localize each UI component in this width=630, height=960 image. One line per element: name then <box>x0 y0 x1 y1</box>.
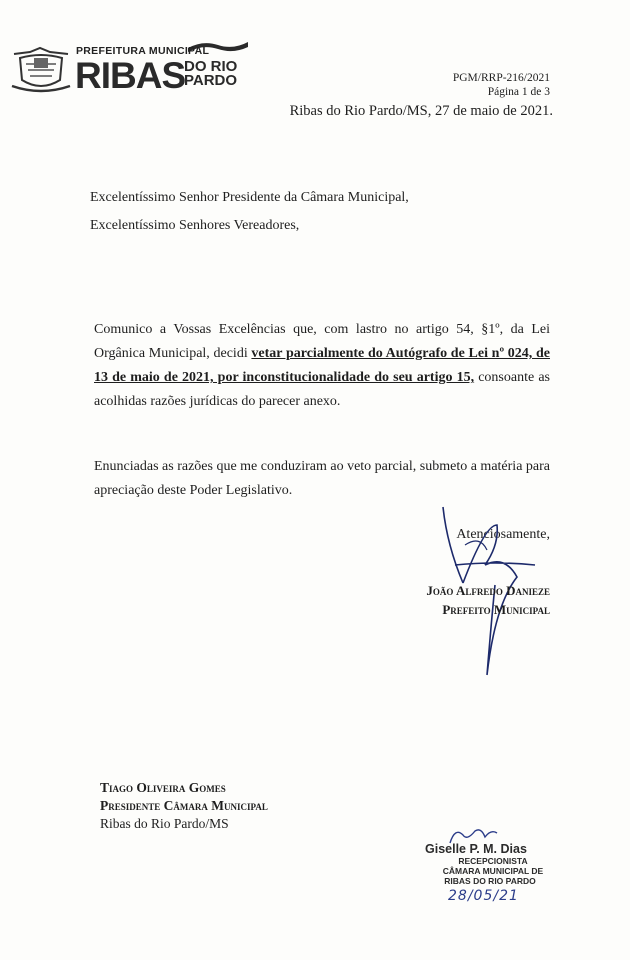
recipient-title: Presidente Câmara Municipal <box>100 798 268 813</box>
salutation <box>90 184 409 240</box>
logo-city-suffix: DO RIO PARDO <box>184 58 238 89</box>
stamp-name: Giselle P. M. Dias <box>425 842 527 856</box>
recipient-block <box>100 779 268 833</box>
recipient-location: Ribas do Rio Pardo/MS <box>100 816 229 831</box>
signer-name: João Alfredo Danieze <box>426 583 550 598</box>
veto-highlight: vetar parcialmente do Autógrafo de Lei nº 024, de 13 de maio de 2021, por inconstitucionalidade do seu artigo 15, <box>94 346 550 385</box>
logo-org-line: PREFEITURA MUNICIPAL <box>76 45 210 57</box>
receipt-stamp <box>415 825 555 915</box>
reference-number: PGM/RRP-216/2021 <box>452 72 550 84</box>
paragraph-veto: Comunico a Vossas Excelências que, com lastro no artigo 54, §1º, da Lei Orgânica Municipal, decidi vetar parcialmente do Autógrafo de Lei nº 024, de 13 de maio de 2021, por inconstitucionalidade do seu artigo 15, consoante as acolhidas razões jurídicas do parecer anexo. <box>94 322 550 409</box>
page-number: Página 1 de 3 <box>487 86 550 98</box>
signer-title: Prefeito Municipal <box>442 602 550 617</box>
logo-city-name: RIBAS <box>75 55 186 96</box>
salutation-line-1: Excelentíssimo Senhor Presidente da Câmara Municipal, <box>90 190 409 205</box>
salutation-line-2: Excelentíssimo Senhores Vereadores, <box>90 218 300 233</box>
stamp-role: RECEPCIONISTA <box>458 856 528 866</box>
dateline: Ribas do Rio Pardo/MS, 27 de maio de 2021. <box>289 103 553 119</box>
stamp-org-1: CÂMARA MUNICIPAL DE <box>442 866 544 876</box>
paragraph-submission: Enunciadas as razões que me conduziram ao veto parcial, submeto a matéria para apreciação deste Poder Legislativo. <box>94 459 550 498</box>
municipal-logo <box>10 40 250 100</box>
signer-block <box>426 581 550 619</box>
document-reference <box>453 71 550 99</box>
closing: Atenciosamente, <box>456 527 550 542</box>
recipient-name: Tiago Oliveira Gomes <box>100 780 226 795</box>
stamp-org-2: RIBAS DO RIO PARDO <box>444 876 536 886</box>
stamp-handwritten-date: 28/05/21 <box>448 888 519 904</box>
crest-icon <box>10 44 72 96</box>
